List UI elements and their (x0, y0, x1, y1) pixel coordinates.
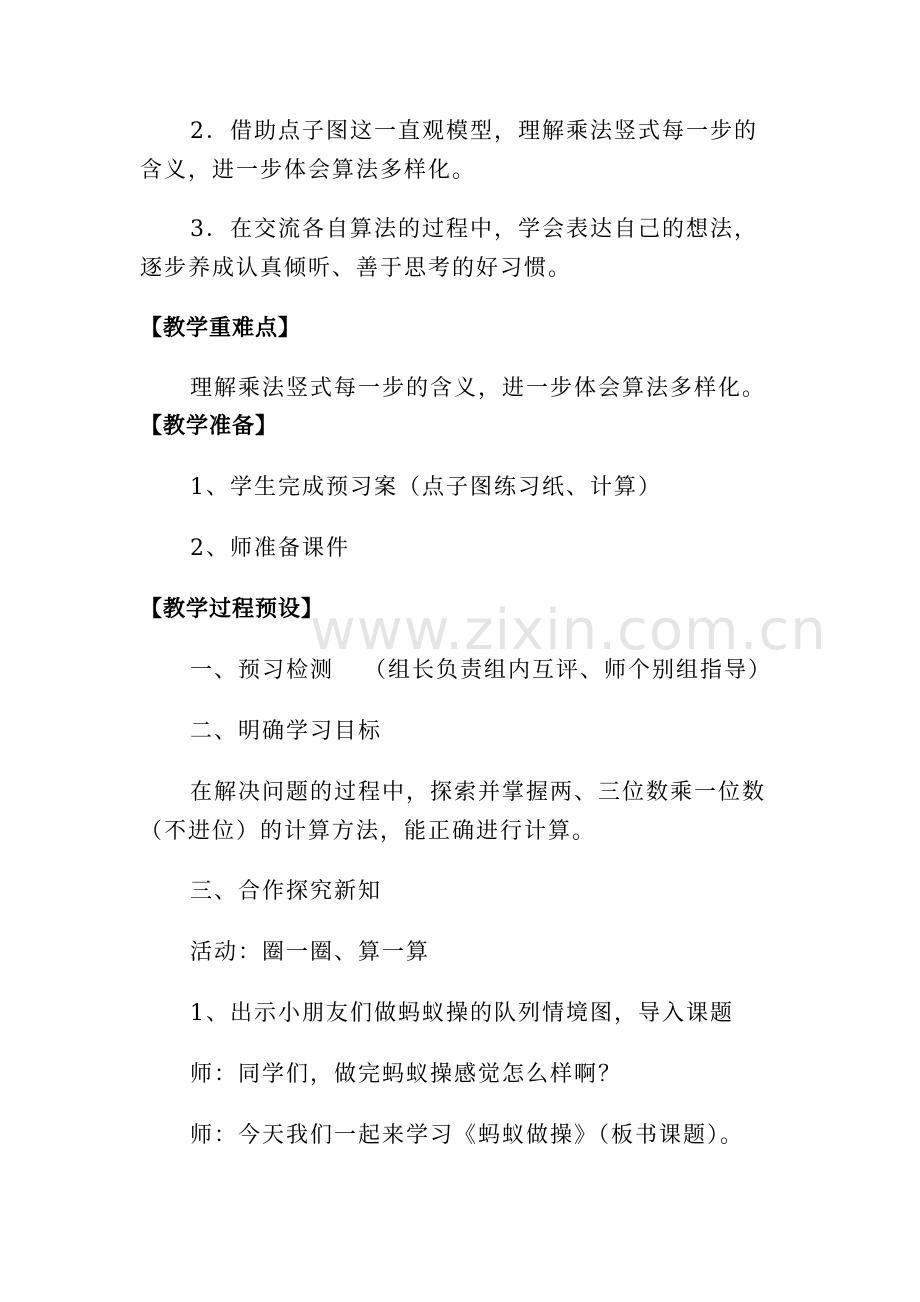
process-step-1-note: （组长负责组内互评、师个别组指导） (364, 658, 773, 683)
key-points-text: 理解乘法竖式每一步的含义，进一步体会算法多样化。 (190, 376, 767, 401)
process-step-1: 一、预习检测 (190, 658, 335, 683)
goal-item-2-line1: 2．借助点子图这一直观模型，理解乘法竖式每一步的 (190, 119, 758, 144)
teacher-line-2: 师：今天我们一起来学习《蚂蚁做操》（板书课题）。 (190, 1123, 745, 1148)
goal-item-3-line2: 逐步养成认真倾听、善于思考的好习惯。 (140, 256, 573, 281)
goal-item-2-line2: 含义，进一步体会算法多样化。 (140, 158, 477, 183)
sub-step-1: 1、出示小朋友们做蚂蚁操的队列情境图，导入课题 (190, 1001, 734, 1026)
goal-item-3-line1: 3．在交流各自算法的过程中，学会表达自己的想法， (190, 217, 758, 242)
activity-line: 活动：圈一圈、算一算 (190, 940, 431, 965)
teacher-line-1: 师：同学们，做完蚂蚁操感觉怎么样啊？ (190, 1062, 623, 1087)
learning-goal-line1: 在解决问题的过程中，探索并掌握两、三位数乘一位数 (190, 780, 767, 805)
process-step-2: 二、明确学习目标 (190, 719, 383, 744)
learning-goal-line2: （不进位）的计算方法，能正确进行计算。 (140, 819, 597, 844)
watermark: www.zixin.com.cn (310, 598, 827, 663)
preparation-item-1: 1、学生完成预习案（点子图练习纸、计算） (190, 475, 662, 500)
preparation-item-2: 2、师准备课件 (190, 536, 350, 561)
key-points-heading: 【教学重难点】 (140, 316, 302, 341)
process-step-3: 三、合作探究新知 (190, 879, 383, 904)
preparation-heading: 【教学准备】 (140, 414, 279, 439)
process-heading: 【教学过程预设】 (140, 597, 325, 622)
